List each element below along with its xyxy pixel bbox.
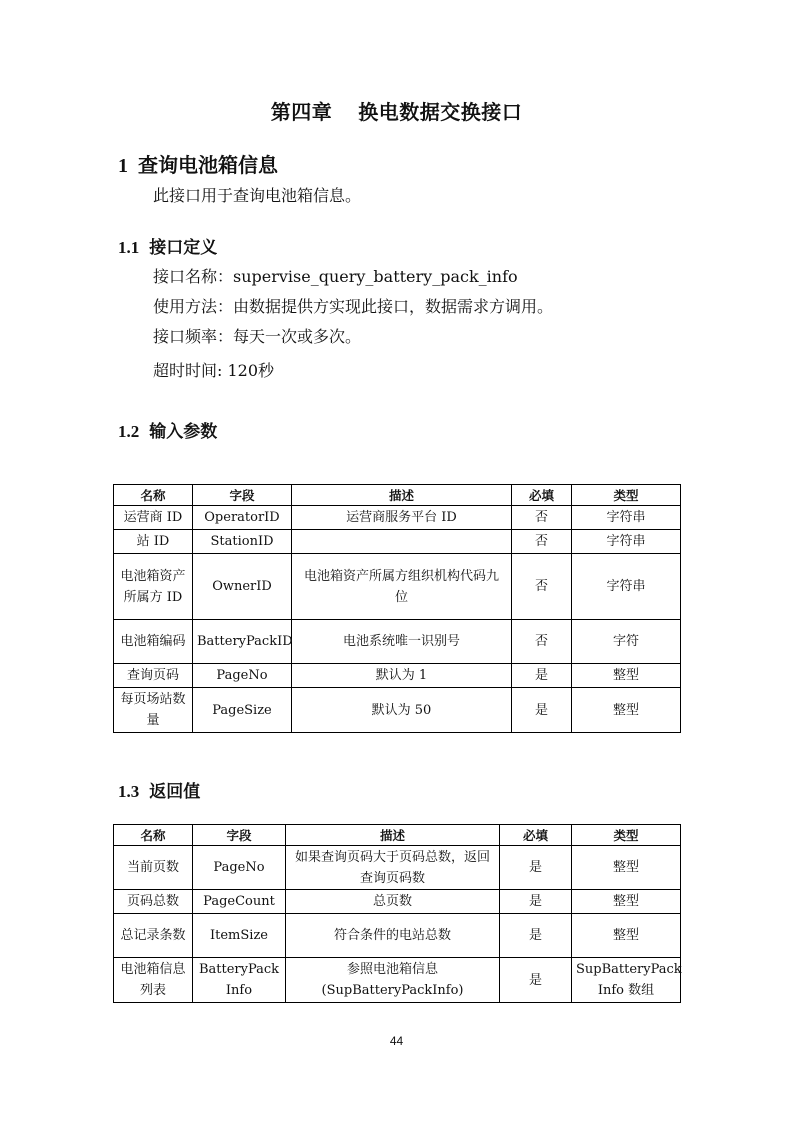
- table-row: [114, 506, 681, 530]
- table-cell: PageNo: [193, 664, 292, 688]
- section-1-intro: 此接口用于查询电池箱信息。: [153, 186, 362, 205]
- table-cell: 符合条件的电站总数: [286, 914, 500, 958]
- header-cell: 必填: [500, 825, 572, 846]
- table-cell: 运营商 ID: [114, 506, 193, 530]
- table-cell: 字符串: [572, 506, 681, 530]
- table-cell: 电池箱信息列表: [114, 958, 193, 1003]
- table-cell: 是: [512, 688, 572, 733]
- table-cell: 字符: [572, 620, 681, 664]
- page-number: 44: [389, 1034, 404, 1048]
- table-cell: 电池系统唯一识别号: [292, 620, 512, 664]
- table-cell: 字符串: [572, 530, 681, 554]
- table-cell: 整型: [572, 664, 681, 688]
- table-cell: 总记录条数: [114, 914, 193, 958]
- table-cell: 是: [512, 664, 572, 688]
- table-cell: SupBatteryPack Info 数组: [572, 958, 681, 1003]
- interface-name-line: 接口名称：supervise_query_battery_pack_info: [153, 267, 518, 286]
- input-params-table: [113, 484, 681, 733]
- table-cell: 是: [500, 914, 572, 958]
- chapter-number: 第四章: [270, 100, 333, 124]
- chapter-name: 换电数据交换接口: [358, 100, 523, 124]
- table-cell: [292, 530, 512, 554]
- section-1-2-heading: [118, 417, 217, 442]
- table-cell: 当前页数: [114, 846, 193, 890]
- table-cell: 整型: [572, 890, 681, 914]
- table-cell: 如果查询页码大于页码总数，返回查询页码数: [286, 846, 500, 890]
- table-row: [114, 914, 681, 958]
- table-cell: 电池箱资产所属方组织机构代码九位: [292, 554, 512, 620]
- table-cell: 查询页码: [114, 664, 193, 688]
- table-cell: BatteryPackInfo: [193, 958, 286, 1003]
- section-1-title: 查询电池箱信息: [138, 153, 278, 177]
- table-cell: 否: [512, 554, 572, 620]
- header-cell: 必填: [512, 485, 572, 506]
- table-cell: 整型: [572, 914, 681, 958]
- header-cell: 字段: [193, 485, 292, 506]
- table-cell: 电池箱资产所属方 ID: [114, 554, 193, 620]
- frequency-line: 接口频率：每天一次或多次。: [153, 327, 362, 346]
- section-1-2-title: 输入参数: [149, 422, 218, 442]
- table-row: [114, 664, 681, 688]
- table-cell: StationID: [193, 530, 292, 554]
- section-1-3-title: 返回值: [149, 782, 201, 802]
- table-cell: 是: [500, 846, 572, 890]
- table-cell: 默认为 50: [292, 688, 512, 733]
- table-row: [114, 688, 681, 733]
- header-cell: 名称: [114, 825, 193, 846]
- table-row: [114, 620, 681, 664]
- section-1-3-number: 1.3: [118, 782, 140, 801]
- usage-line: 使用方法：由数据提供方实现此接口，数据需求方调用。: [153, 297, 554, 316]
- table-header-row: [114, 485, 681, 506]
- table-cell: 总页数: [286, 890, 500, 914]
- table-cell: 站 ID: [114, 530, 193, 554]
- table-cell: 参照电池箱信息 (SupBatteryPackInfo): [286, 958, 500, 1003]
- section-1-3-heading: [118, 777, 200, 802]
- table-cell: ItemSize: [193, 914, 286, 958]
- section-1-number: 1: [118, 155, 128, 177]
- table-cell: 整型: [572, 846, 681, 890]
- table-cell: 默认为 1: [292, 664, 512, 688]
- section-1-1-heading: [118, 233, 217, 258]
- table-cell: 运营商服务平台 ID: [292, 506, 512, 530]
- table-cell: 是: [500, 890, 572, 914]
- table-cell: 电池箱编码: [114, 620, 193, 664]
- chapter-title: [0, 96, 793, 125]
- timeout-line: 超时时间: 120秒: [153, 361, 275, 380]
- table-cell: 是: [500, 958, 572, 1003]
- section-1-1-title: 接口定义: [149, 238, 218, 258]
- table-row: [114, 530, 681, 554]
- section-1-heading: [118, 149, 278, 178]
- header-cell: 描述: [292, 485, 512, 506]
- header-cell: 名称: [114, 485, 193, 506]
- table-row: [114, 846, 681, 890]
- table-row: [114, 890, 681, 914]
- table-cell: 字符串: [572, 554, 681, 620]
- table-cell: 整型: [572, 688, 681, 733]
- table-cell: 每页场站数量: [114, 688, 193, 733]
- header-cell: 描述: [286, 825, 500, 846]
- table-cell: OwnerID: [193, 554, 292, 620]
- table-row: [114, 554, 681, 620]
- table-cell: 否: [512, 620, 572, 664]
- table-row: [114, 958, 681, 1003]
- table-cell: 否: [512, 530, 572, 554]
- table-cell: BatteryPackID: [193, 620, 292, 664]
- table-cell: OperatorID: [193, 506, 292, 530]
- table-cell: PageCount: [193, 890, 286, 914]
- return-values-table: [113, 824, 681, 1003]
- table-header-row: [114, 825, 681, 846]
- header-cell: 类型: [572, 825, 681, 846]
- table-cell: 页码总数: [114, 890, 193, 914]
- section-1-1-number: 1.1: [118, 238, 140, 257]
- table-cell: PageSize: [193, 688, 292, 733]
- header-cell: 类型: [572, 485, 681, 506]
- header-cell: 字段: [193, 825, 286, 846]
- section-1-2-number: 1.2: [118, 422, 140, 441]
- table-cell: 否: [512, 506, 572, 530]
- table-cell: PageNo: [193, 846, 286, 890]
